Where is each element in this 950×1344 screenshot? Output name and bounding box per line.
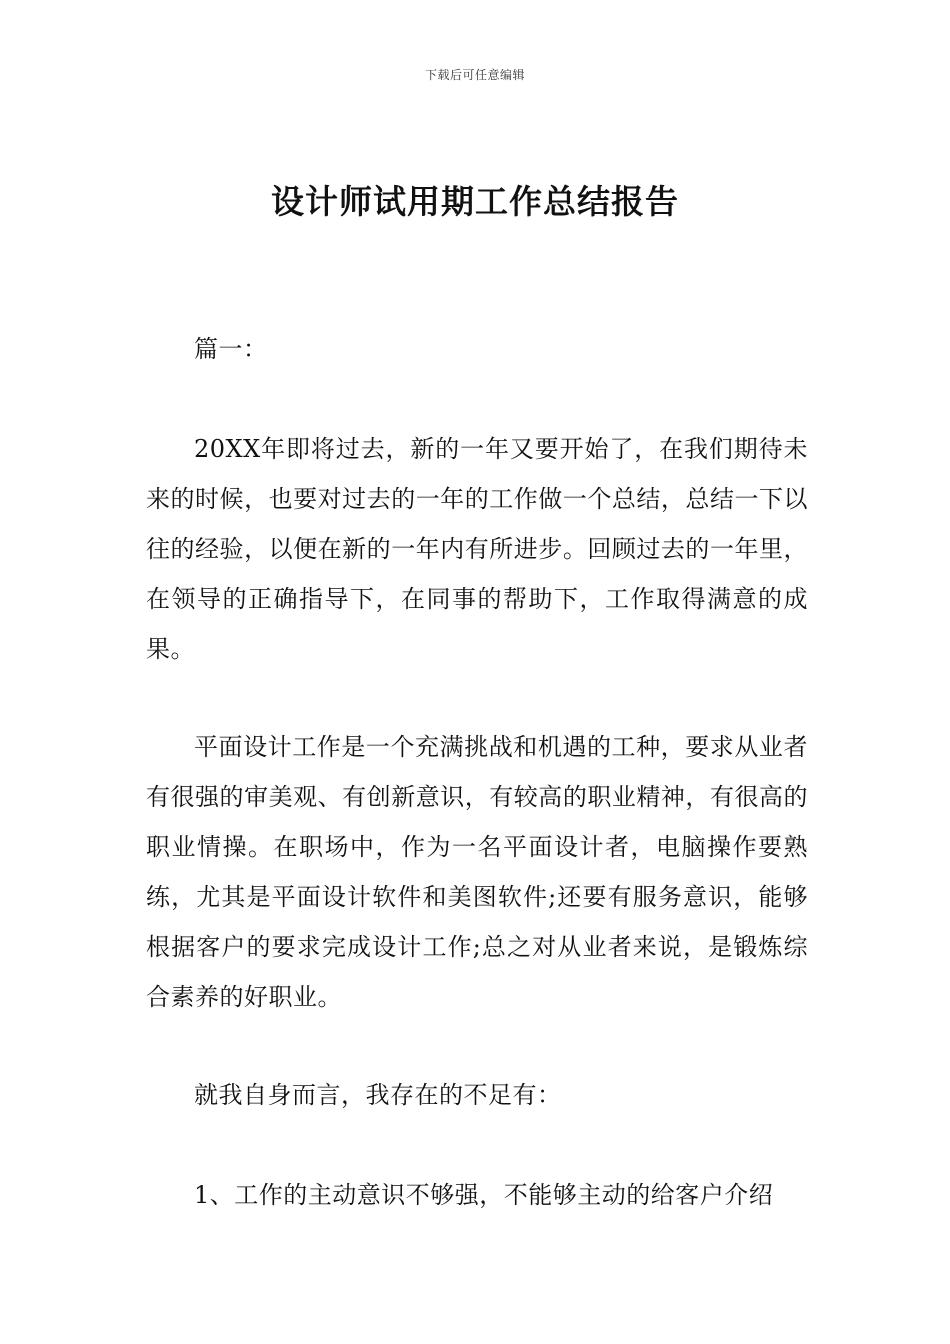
- paragraph-2: 平面设计工作是一个充满挑战和机遇的工种，要求从业者有很强的审美观、有创新意识，有较高的职业精神，有很高的职业情操。在职场中，作为一名平面设计者，电脑操作要熟练，尤其是平面设计软件和美图软件;还要有服务意识，能够根据客户的要求完成设计工作;总之对从业者来说，是锻炼综合素养的好职业。: [146, 733, 808, 1011]
- header-note: 下载后可任意编辑: [424, 68, 525, 82]
- section-label: 篇一：: [194, 335, 268, 363]
- paragraph-3: 就我自身而言，我存在的不足有：: [194, 1081, 562, 1109]
- document-title: 设计师试用期工作总结报告: [271, 182, 679, 221]
- paragraph-4: 1、工作的主动意识不够强，不能够主动的给客户介绍: [194, 1181, 774, 1209]
- paragraph-1: 20XX年即将过去，新的一年又要开始了，在我们期待未来的时候，也要对过去的一年的工作做一个总结，总结一下以往的经验，以便在新的一年内有所进步。回顾过去的一年里，在领导的正确指导下，在同事的帮助下，工作取得满意的成果。: [146, 435, 808, 663]
